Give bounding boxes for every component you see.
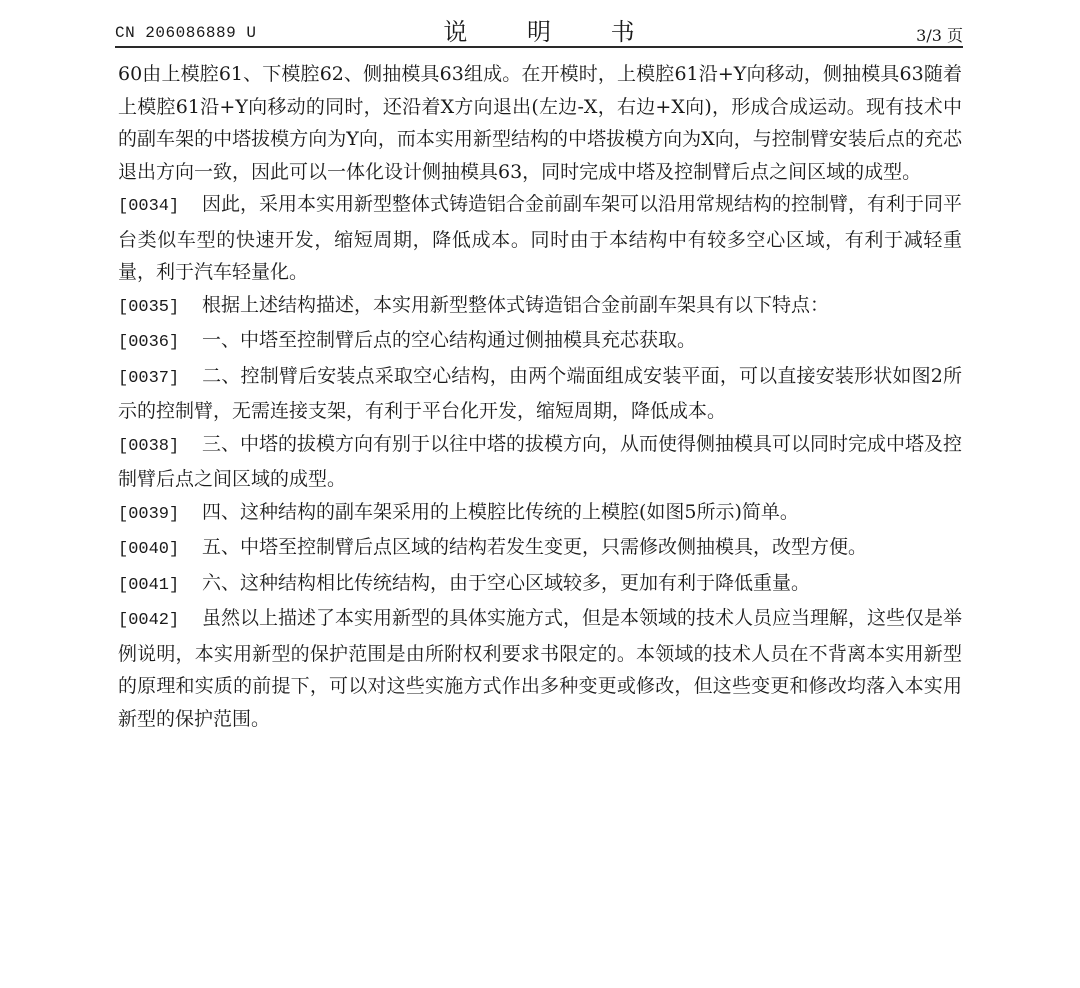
paragraph xyxy=(118,58,962,188)
paragraph-text: 五、中塔至控制臂后点区域的结构若发生变更，只需修改侧抽模具，改型方便。 xyxy=(202,536,868,558)
paragraph xyxy=(118,289,962,325)
paragraph-number: [0040] xyxy=(118,540,180,559)
publication-number: CN 206086889 U xyxy=(115,24,257,42)
paragraph-text: 四、这种结构的副车架采用的上模腔比传统的上模腔(如图5所示)简单。 xyxy=(202,500,799,523)
paragraph-text: 一、中塔至控制臂后点的空心结构通过侧抽模具充芯获取。 xyxy=(202,329,697,351)
paragraph-text: 60由上模腔61、下模腔62、侧抽模具63组成。在开模时，上模腔61沿+Y向移动，侧抽模具63随着上模腔61沿+Y向移动的同时，还沿着X方向退出(左边-X，右边+X向)，形成合成运动。现有技术中的副车架的中塔拔模方向为Y向，而本实用新型结构的中塔拔模方向为X向，与控制臂安装后点的充芯退出方向一致，因此可以一体化设计侧抽模具63，同时完成中塔及控制臂后点之间区域的成型。 xyxy=(118,63,962,183)
paragraph-number: [0035] xyxy=(118,297,180,317)
paragraph-number: [0041] xyxy=(118,575,180,595)
paragraph-text: 因此，采用本实用新型整体式铸造铝合金前副车架可以沿用常规结构的控制臂，有利于同平台类似车型的快速开发，缩短周期，降低成本。同时由于本结构中有较多空心区域，有利于减轻重量，利于汽车轻量化。 xyxy=(118,193,963,283)
paragraph-number: [0037] xyxy=(118,368,180,388)
paragraph-text: 二、控制臂后安装点采取空心结构，由两个端面组成安装平面，可以直接安装形状如图2所示的控制臂，无需连接支架，有利于平台化开发，缩短周期，降低成本。 xyxy=(118,364,962,422)
paragraph xyxy=(118,567,962,603)
paragraph-number: [0036] xyxy=(118,333,180,352)
page-number: 3/3 页 xyxy=(916,26,963,45)
paragraph xyxy=(118,531,962,567)
paragraph xyxy=(118,324,962,360)
paragraph-text: 三、中塔的拔模方向有别于以往中塔的拔模方向，从而使得侧抽模具可以同时完成中塔及控制臂后点之间区域的成型。 xyxy=(118,432,963,490)
paragraph xyxy=(118,188,962,289)
paragraph-number: [0039] xyxy=(118,504,180,524)
paragraph xyxy=(118,360,962,428)
paragraph-text: 根据上述结构描述，本实用新型整体式铸造铝合金前副车架具有以下特点： xyxy=(202,293,830,316)
paragraph-text: 虽然以上描述了本实用新型的具体实施方式，但是本领域的技术人员应当理解，这些仅是举例说明，本实用新型的保护范围是由所附权利要求书限定的。本领域的技术人员在不背离本实用新型的原理和实质的前提下，可以对这些实施方式作出多种变更或修改，但这些变更和修改均落入本实用新型的保护范围。 xyxy=(118,607,963,730)
paragraph xyxy=(118,602,962,735)
paragraph-text: 六、这种结构相比传统结构，由于空心区域较多，更加有利于降低重量。 xyxy=(202,571,811,594)
paragraph xyxy=(118,428,962,496)
paragraph-number: [0042] xyxy=(118,611,180,630)
page-header xyxy=(115,10,963,48)
paragraph-number: [0038] xyxy=(118,436,180,456)
document-body xyxy=(118,58,962,735)
paragraph-number: [0034] xyxy=(118,197,180,216)
document-title: 说 明 书 xyxy=(443,18,661,46)
paragraph xyxy=(118,496,962,532)
